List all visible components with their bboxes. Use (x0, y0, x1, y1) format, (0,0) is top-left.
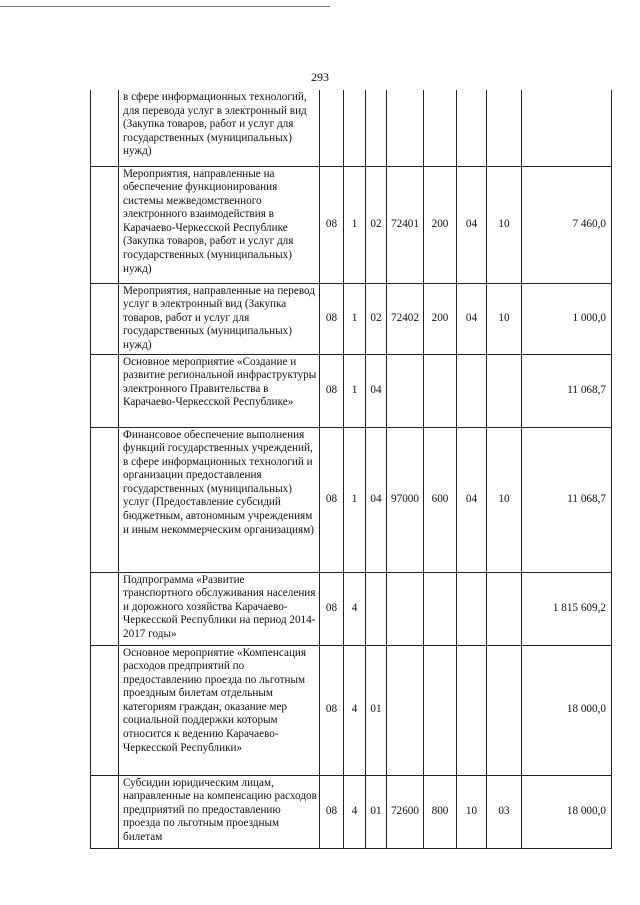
amount-cell: 18 000,0 (522, 775, 612, 848)
table-row (91, 775, 612, 848)
code-cell (366, 90, 387, 166)
code-cell (424, 354, 457, 427)
code-cell (387, 572, 424, 645)
code-cell: 200 (424, 283, 457, 354)
code-cell: 4 (344, 775, 366, 848)
description-cell: Финансовое обеспечение выполнения функций государственных учреждений, в сфере информационных технологий и организации предоставления государственных (муниципальных) услуг (Предоставление субсидий бюджетным, автономным учреждениям и иным некоммерческим организациям) (119, 427, 320, 572)
index-cell (91, 166, 119, 283)
description-cell: Мероприятия, направленные на перевод услуг в электронный вид (Закупка товаров, работ и услуг для государственных (муниципальных) нужд) (119, 283, 320, 354)
amount-cell: 11 068,7 (522, 427, 612, 572)
code-cell: 08 (320, 572, 344, 645)
description-cell: Подпрограмма «Развитие транспортного обслуживания населения и дорожного хозяйства Карачаево-Черкесской Республики на период 2014-2017 годы» (119, 572, 320, 645)
code-cell: 02 (366, 283, 387, 354)
code-cell (366, 572, 387, 645)
code-cell (457, 90, 487, 166)
code-cell (387, 645, 424, 775)
code-cell (487, 90, 522, 166)
code-cell: 01 (366, 775, 387, 848)
description-cell: Основное мероприятие «Компенсация расходов предприятий по предоставлению проезда по льготным проездным билетам отдельным категориям граждан, оказание мер социальной поддержки которым относится к ведению Карачаево-Черкесской Республики» (119, 645, 320, 775)
code-cell: 10 (487, 283, 522, 354)
code-cell (487, 354, 522, 427)
budget-table (90, 90, 612, 849)
code-cell: 1 (344, 283, 366, 354)
code-cell (344, 90, 366, 166)
amount-cell: 1 815 609,2 (522, 572, 612, 645)
code-cell: 03 (487, 775, 522, 848)
code-cell: 04 (366, 427, 387, 572)
code-cell: 08 (320, 775, 344, 848)
amount-cell: 18 000,0 (522, 645, 612, 775)
top-divider-line (0, 6, 330, 7)
code-cell: 08 (320, 283, 344, 354)
description-cell: Мероприятия, направленные на обеспечение функционирования системы межведомственного электронного взаимодействия в Карачаево-Черкесской Республике (Закупка товаров, работ и услуг для государственных (муниципальных) нужд) (119, 166, 320, 283)
table-row (91, 572, 612, 645)
code-cell: 800 (424, 775, 457, 848)
code-cell (457, 354, 487, 427)
amount-cell: 7 460,0 (522, 166, 612, 283)
code-cell (424, 645, 457, 775)
index-cell (91, 427, 119, 572)
table-row (91, 645, 612, 775)
table-row (91, 283, 612, 354)
table-row (91, 354, 612, 427)
code-cell (387, 90, 424, 166)
code-cell: 4 (344, 572, 366, 645)
code-cell: 4 (344, 645, 366, 775)
table-row (91, 427, 612, 572)
index-cell (91, 283, 119, 354)
table-row (91, 166, 612, 283)
code-cell (424, 572, 457, 645)
code-cell: 08 (320, 427, 344, 572)
code-cell (487, 572, 522, 645)
code-cell: 72401 (387, 166, 424, 283)
index-cell (91, 645, 119, 775)
code-cell: 08 (320, 166, 344, 283)
code-cell (320, 90, 344, 166)
code-cell: 04 (366, 354, 387, 427)
code-cell: 97000 (387, 427, 424, 572)
code-cell (487, 645, 522, 775)
code-cell: 72600 (387, 775, 424, 848)
index-cell (91, 90, 119, 166)
index-cell (91, 775, 119, 848)
amount-cell: 1 000,0 (522, 283, 612, 354)
description-cell: Субсидии юридическим лицам, направленные на компенсацию расходов предприятий по предоставлению проезда по льготным проездным билетам (119, 775, 320, 848)
code-cell: 08 (320, 645, 344, 775)
code-cell: 08 (320, 354, 344, 427)
code-cell: 600 (424, 427, 457, 572)
code-cell: 02 (366, 166, 387, 283)
code-cell: 04 (457, 283, 487, 354)
code-cell: 1 (344, 166, 366, 283)
code-cell: 72402 (387, 283, 424, 354)
description-cell: в сфере информационных технологий, для перевода услуг в электронный вид (Закупка товаров, работ и услуг для государственных (муниципальных) нужд) (119, 90, 320, 166)
code-cell (387, 354, 424, 427)
page-number: 293 (311, 70, 329, 84)
amount-cell (522, 90, 612, 166)
code-cell: 1 (344, 427, 366, 572)
code-cell: 10 (487, 427, 522, 572)
index-cell (91, 572, 119, 645)
code-cell (457, 645, 487, 775)
code-cell: 10 (457, 775, 487, 848)
code-cell (424, 90, 457, 166)
code-cell: 1 (344, 354, 366, 427)
code-cell: 04 (457, 427, 487, 572)
code-cell (457, 572, 487, 645)
code-cell: 10 (487, 166, 522, 283)
code-cell: 04 (457, 166, 487, 283)
code-cell: 200 (424, 166, 457, 283)
description-cell: Основное мероприятие «Создание и развитие региональной инфраструктуры электронного Правительства в Карачаево-Черкесской Республике» (119, 354, 320, 427)
code-cell: 01 (366, 645, 387, 775)
amount-cell: 11 068,7 (522, 354, 612, 427)
table-row (91, 90, 612, 166)
index-cell (91, 354, 119, 427)
